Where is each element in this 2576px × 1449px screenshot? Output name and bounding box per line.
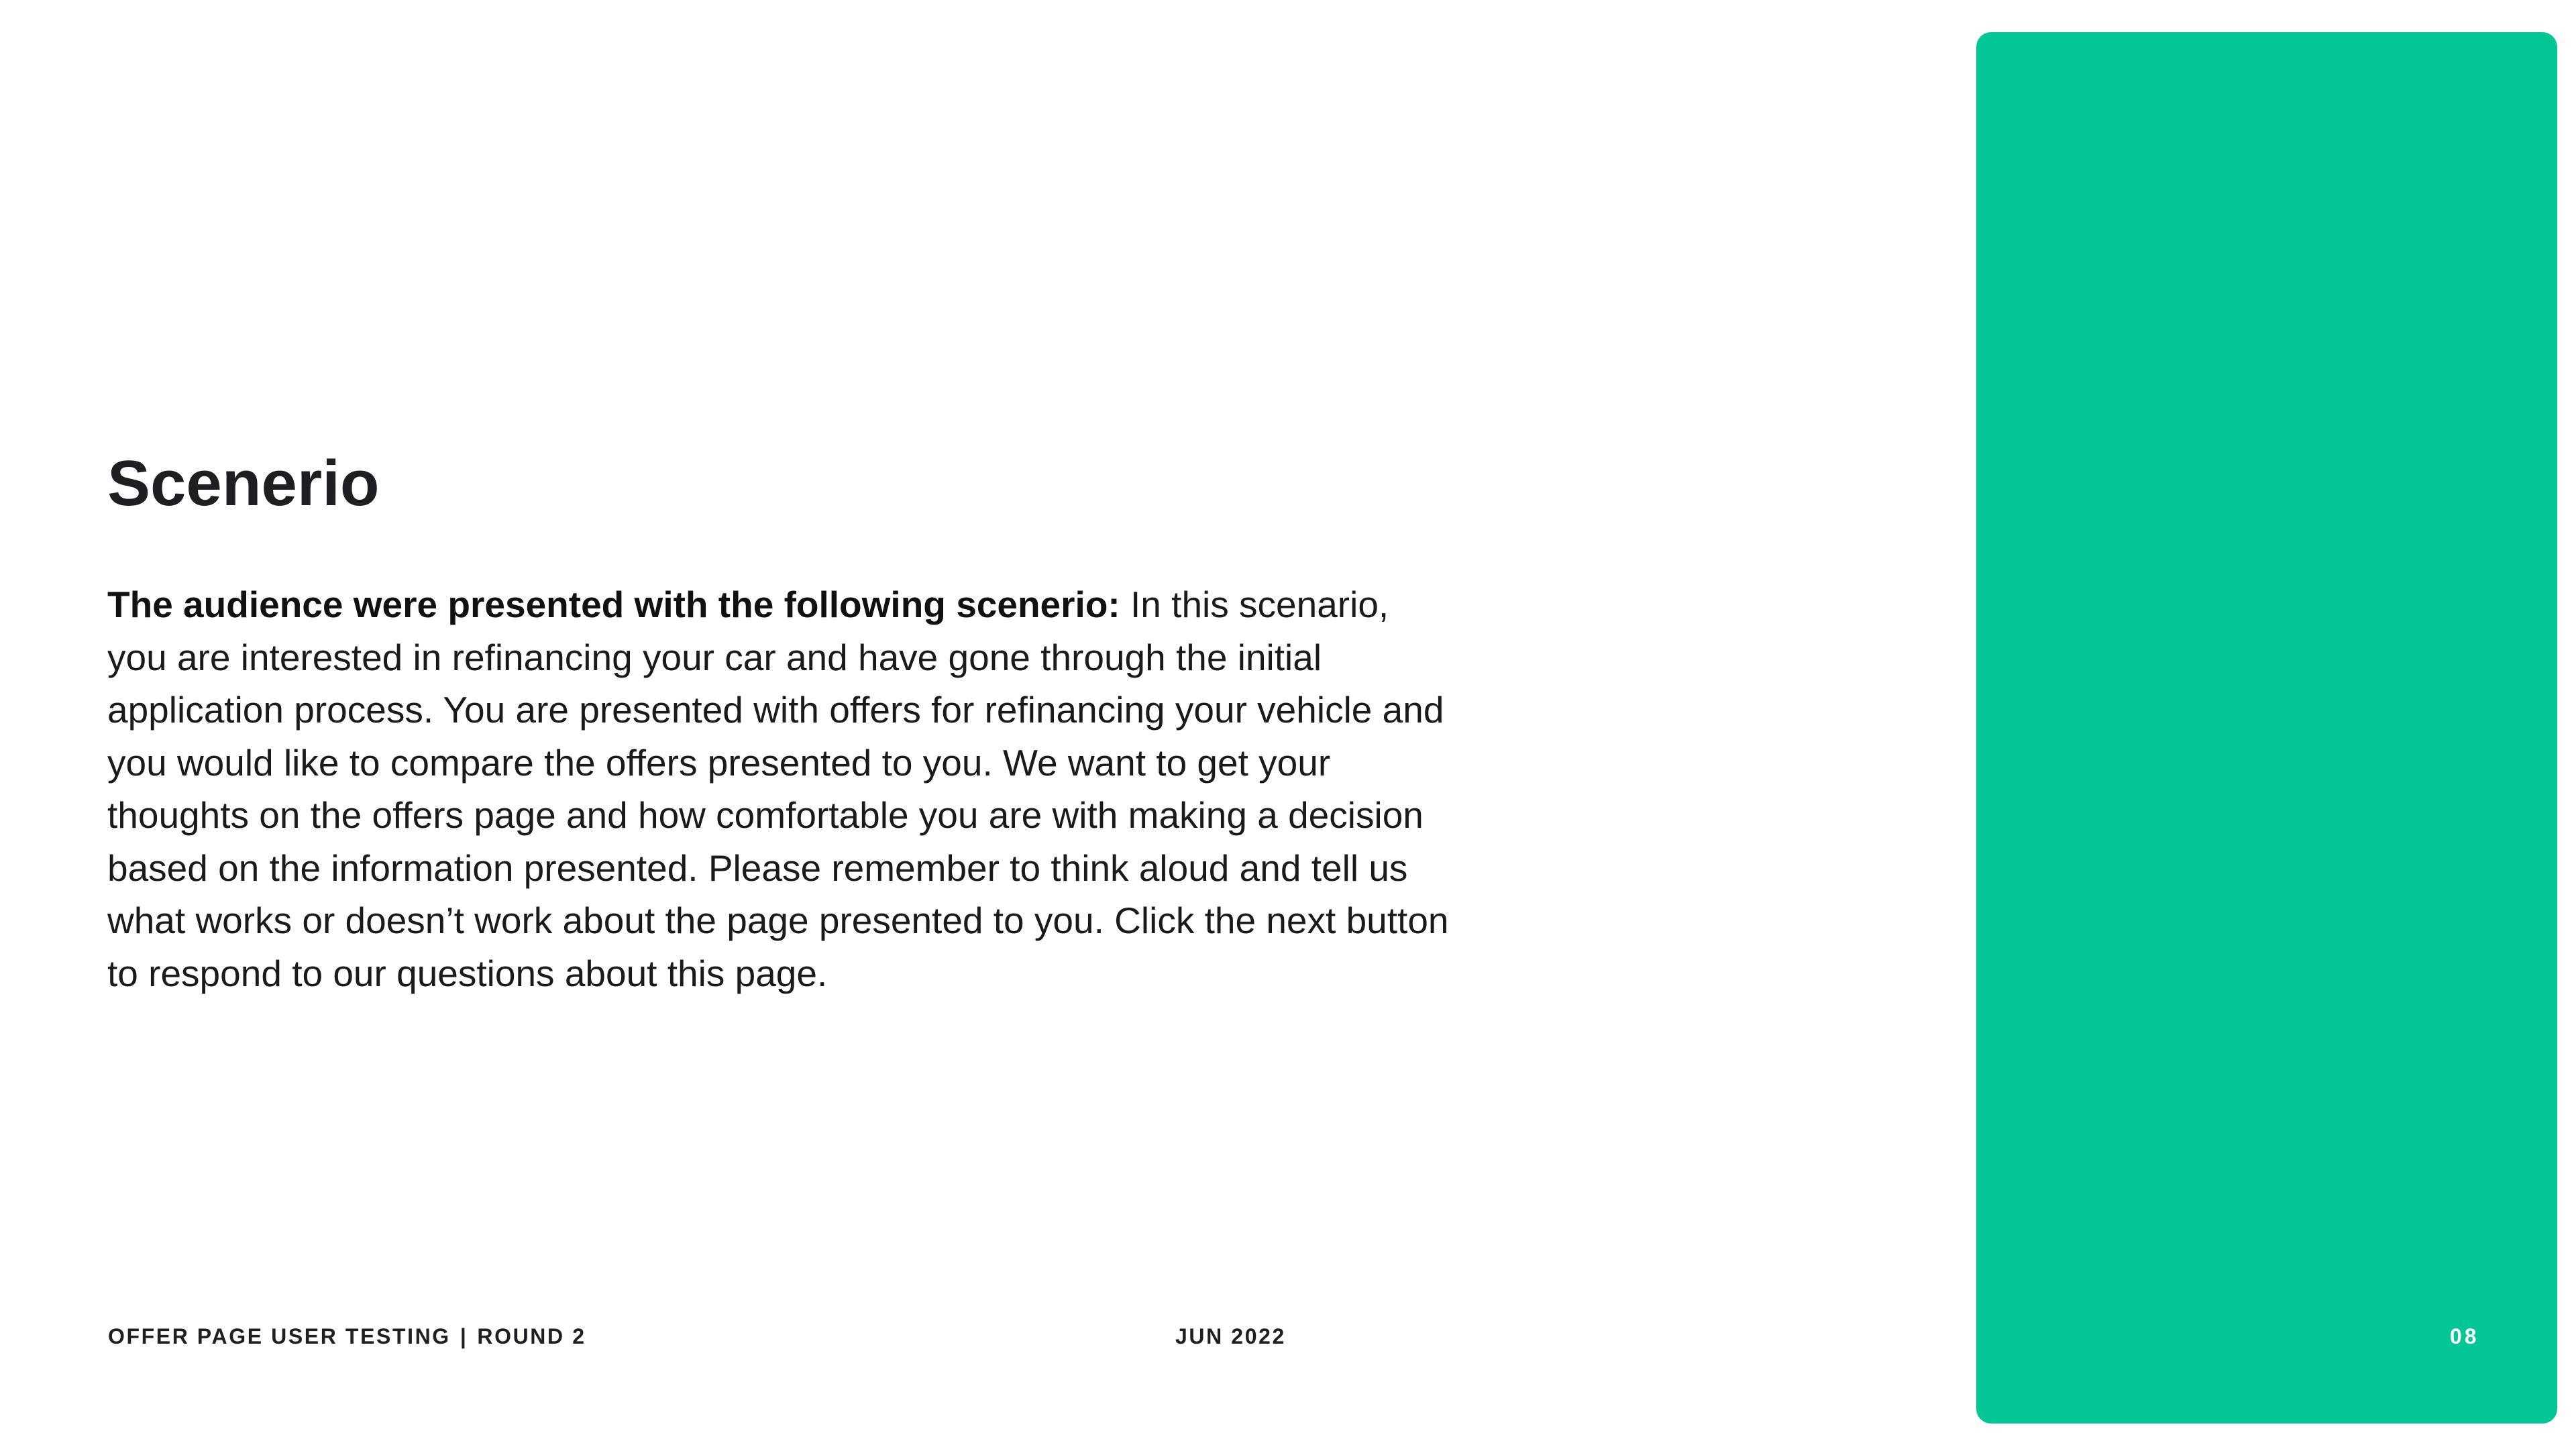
page-number: 08 xyxy=(2450,1324,2479,1348)
footer-separator: | xyxy=(460,1324,468,1348)
slide-title: Scenerio xyxy=(107,447,380,519)
scenario-intro-bold: The audience were presented with the following scenerio: xyxy=(107,584,1120,625)
accent-panel xyxy=(1976,32,2557,1424)
footer-project-name: OFFER PAGE USER TESTING xyxy=(108,1324,451,1348)
footer-round: ROUND 2 xyxy=(477,1324,586,1348)
footer-project-label xyxy=(108,1323,586,1350)
footer-date: JUN 2022 xyxy=(1175,1324,1286,1348)
scenario-body-text: In this scenario, you are interested in refinancing your car and have gone through the initial application process. You are presented with offers for refinancing your vehicle and you would like to compare the offers presented to you. We want to get your thoughts on the offers page and how comfortable you are with making a decision based on the information presented. Please remember to think aloud and tell us what works or doesn’t work about the page presented to you. Click the next button to respond to our questions about this page. xyxy=(107,584,1449,994)
scenario-paragraph xyxy=(107,578,1456,1000)
